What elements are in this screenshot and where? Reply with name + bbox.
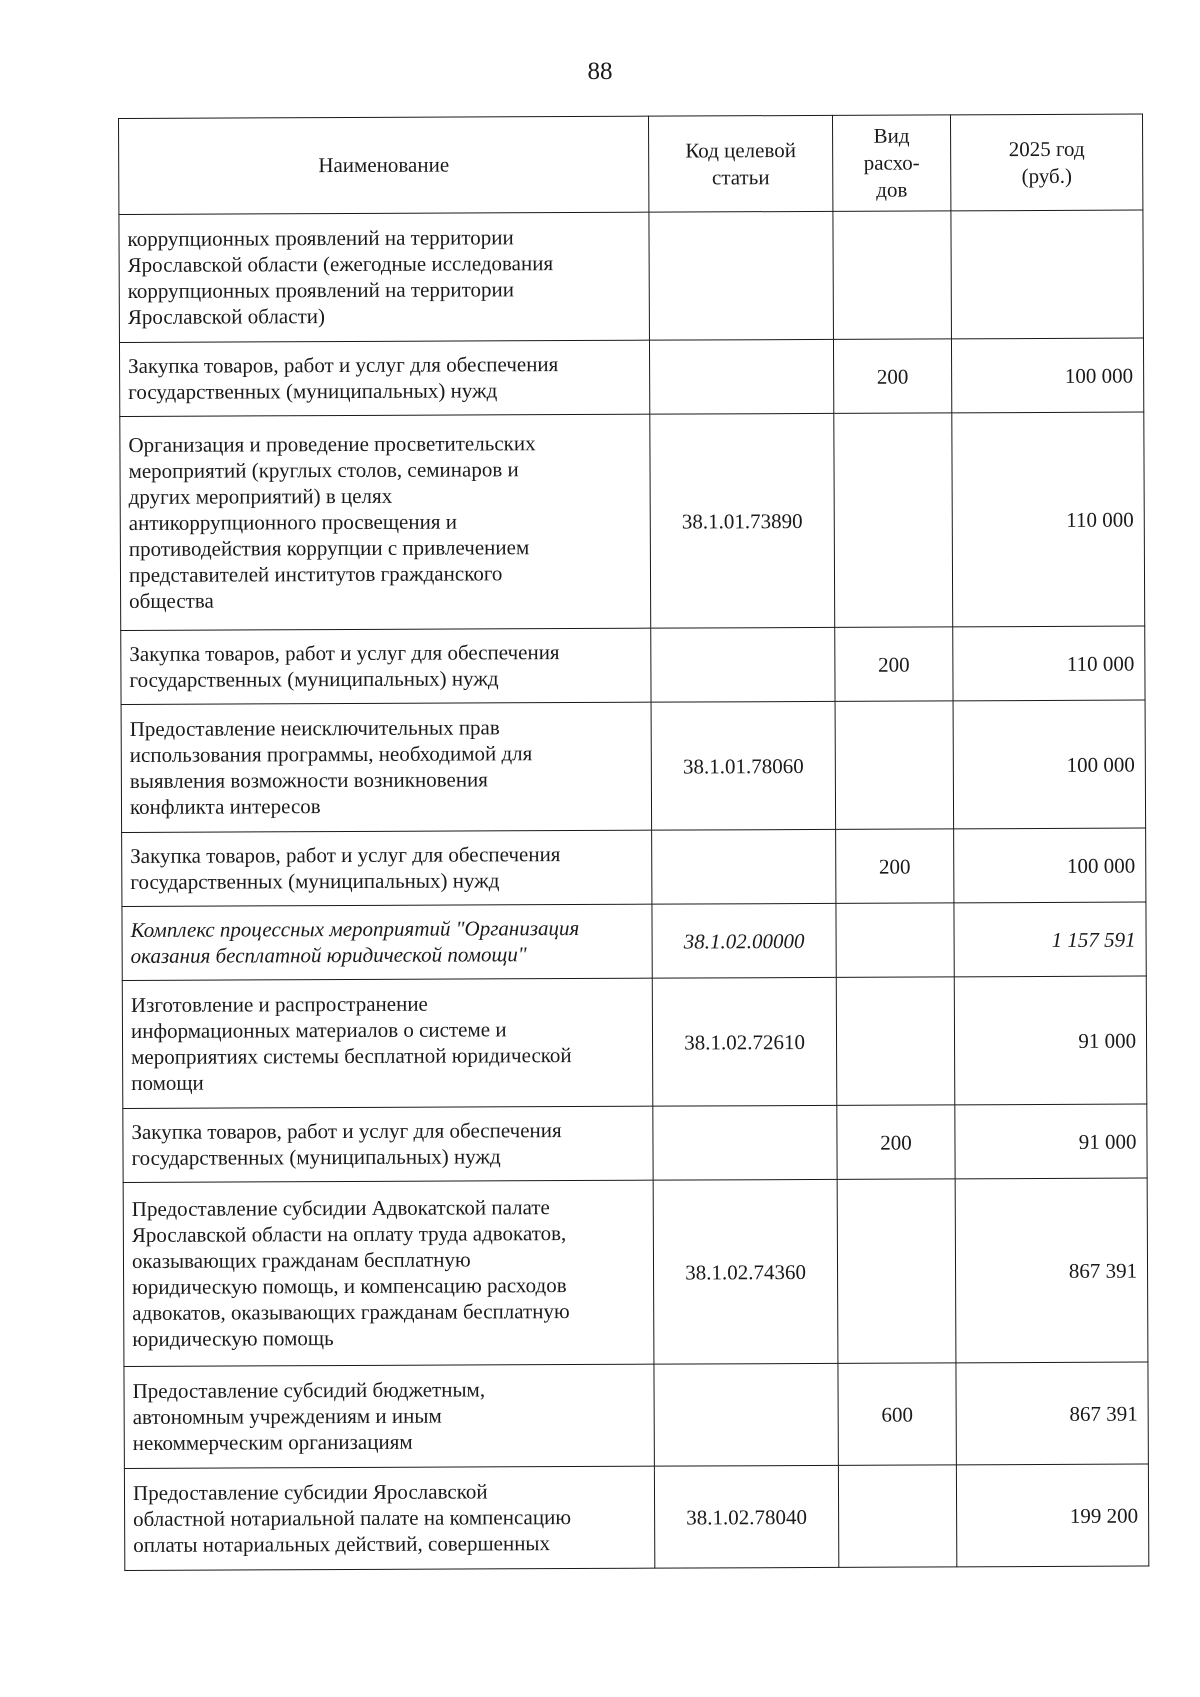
row-name: Закупка товаров, работ и услуг для обеспечения государственных (муниципальных) нужд (122, 830, 652, 906)
table-row (121, 700, 1146, 832)
row-amount: 100 000 (953, 700, 1146, 829)
row-amount (951, 210, 1144, 339)
table-row (124, 1362, 1148, 1468)
row-amount: 110 000 (952, 412, 1145, 627)
table-row (121, 626, 1145, 704)
row-amount: 91 000 (955, 1104, 1147, 1179)
row-amount: 1 157 591 (954, 902, 1146, 977)
row-code: 38.1.02.74360 (653, 1179, 838, 1364)
row-name: Изготовление и распространение информационных материалов о системе и мероприятиях системы бесплатной юридической помощи (122, 978, 653, 1108)
row-name: Закупка товаров, работ и услуг для обеспечения государственных (муниципальных) нужд (123, 1106, 653, 1182)
header-name: Наименование (119, 116, 649, 214)
row-amount: 199 200 (956, 1464, 1148, 1567)
row-type (837, 1179, 956, 1364)
row-name: коррупционных проявлений на территории Ярославской области (ежегодные исследования коррупционных проявлений на территории Ярославской области) (119, 212, 650, 342)
row-code (649, 211, 834, 340)
row-type (836, 903, 954, 978)
row-name: Комплекс процессных мероприятий "Организация оказания бесплатной юридической помощи" (122, 904, 652, 980)
table-row (119, 210, 1144, 342)
row-code (651, 627, 835, 702)
row-amount: 100 000 (954, 828, 1146, 903)
row-name: Организация и проведение просветительских мероприятий (круглых столов, семинаров и других мероприятий) в целях антикоррупционного просвещения и противодействия коррупции с привлечением представителей институтов гражданского общества (120, 414, 651, 630)
row-name: Закупка товаров, работ и услуг для обеспечения государственных (муниципальных) нужд (119, 340, 649, 416)
row-name: Предоставление субсидии Адвокатской палате Ярославской области на оплату труда адвокатов, оказывающих гражданам бесплатную юридическую помощь, и компенсацию расходов адвокатов, оказывающих гражданам бесплатную юридическую помощь (123, 1180, 654, 1366)
header-type: Вид расхо- дов (832, 115, 950, 212)
row-code: 38.1.02.00000 (652, 903, 836, 978)
row-code: 38.1.02.72610 (652, 977, 837, 1106)
row-code: 38.1.01.73890 (650, 413, 835, 628)
table-row (124, 1464, 1148, 1570)
row-type (838, 1465, 956, 1568)
row-code: 38.1.02.78040 (654, 1465, 838, 1568)
header-row (119, 114, 1143, 214)
table-body (119, 210, 1149, 1570)
table-row (122, 902, 1146, 980)
row-type (834, 413, 953, 628)
table-row (123, 1104, 1147, 1182)
row-name: Предоставление субсидии Ярославской областной нотариальной палате на компенсацию оплаты нотариальных действий, совершенных (124, 1466, 654, 1570)
header-amount: 2025 год (руб.) (950, 114, 1142, 211)
header-code: Код целевой статьи (648, 115, 832, 212)
row-code (654, 1363, 838, 1466)
row-amount: 100 000 (951, 338, 1143, 413)
row-name: Предоставление неисключительных прав использования программы, необходимой для выявления возможности возникновения конфликта интересов (121, 702, 652, 832)
row-type: 200 (837, 1105, 955, 1180)
row-type: 200 (836, 829, 954, 904)
table-row (119, 338, 1143, 416)
row-amount: 867 391 (955, 1178, 1148, 1363)
page-number: 88 (587, 58, 613, 85)
row-code (653, 1105, 837, 1180)
row-type: 600 (838, 1363, 956, 1466)
table-row (123, 1178, 1148, 1366)
row-type (836, 977, 955, 1106)
row-type: 200 (833, 339, 951, 414)
row-amount: 91 000 (954, 976, 1147, 1105)
table-row (122, 828, 1146, 906)
row-amount: 867 391 (956, 1362, 1148, 1465)
row-type: 200 (835, 627, 953, 702)
row-type (833, 211, 952, 340)
table-row (120, 412, 1145, 630)
row-name: Предоставление субсидий бюджетным, автономным учреждениям и иным некоммерческим организациям (124, 1364, 654, 1468)
row-amount: 110 000 (953, 626, 1145, 701)
row-code (649, 339, 833, 414)
table-header (119, 114, 1143, 214)
row-name: Закупка товаров, работ и услуг для обеспечения государственных (муниципальных) нужд (121, 628, 651, 704)
budget-table (118, 114, 1149, 1571)
row-type (835, 701, 954, 830)
row-code (652, 829, 836, 904)
table-row (122, 976, 1147, 1108)
row-code: 38.1.01.78060 (651, 701, 836, 830)
